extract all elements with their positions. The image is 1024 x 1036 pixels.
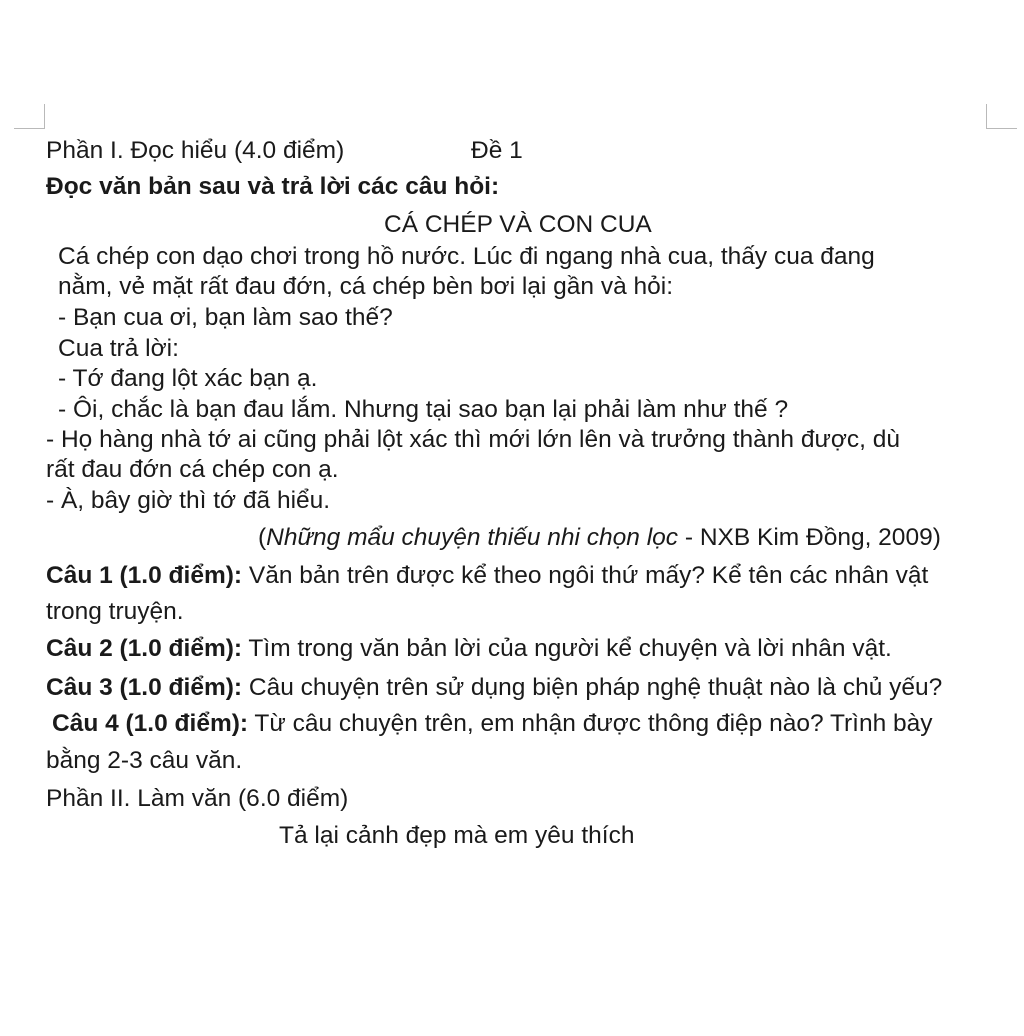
part1-heading: Phần I. Đọc hiểu (4.0 điểm) [46,137,345,164]
story-title: CÁ CHÉP VÀ CON CUA [384,211,652,238]
question-1-continuation: trong truyện. [46,598,184,625]
source-publisher: - NXB Kim Đồng, 2009) [678,524,941,551]
part2-heading: Phần II. Làm văn (6.0 điểm) [46,785,349,812]
question-label: Câu 2 (1.0 điểm): [46,635,243,662]
story-line: Cua trả lời: [58,335,179,362]
source-open: ( [258,524,267,551]
page-corner-mark-left [14,104,45,129]
question-label: Câu 4 (1.0 điểm): [52,710,249,737]
question-2 [46,634,892,664]
question-label: Câu 3 (1.0 điểm): [46,674,243,701]
question-text: Câu chuyện trên sử dụng biện pháp nghệ thuật nào là chủ yếu? [242,674,943,701]
instruction: Đọc văn bản sau và trả lời các câu hỏi: [46,173,500,200]
source-title: Những mẩu chuyện thiếu nhi chọn lọc [266,524,679,551]
essay-prompt: Tả lại cảnh đẹp mà em yêu thích [279,822,635,849]
question-text: Văn bản trên được kể theo ngôi thứ mấy? Kể tên các nhân vật [242,562,929,589]
question-4 [52,709,933,739]
story-line: nằm, vẻ mặt rất đau đớn, cá chép bèn bơi lại gần và hỏi: [58,273,674,300]
page-corner-mark-right [986,104,1017,129]
question-1 [46,561,928,591]
question-4-continuation: bằng 2-3 câu văn. [46,747,243,774]
question-label: Câu 1 (1.0 điểm): [46,562,243,589]
question-text: Tìm trong văn bản lời của người kể chuyện và lời nhân vật. [242,635,892,662]
part1-heading-line [46,136,344,166]
question-3 [46,673,942,703]
story-line: - Bạn cua ơi, bạn làm sao thế? [58,304,393,331]
question-text: Từ câu chuyện trên, em nhận được thông điệp nào? Trình bày [248,710,933,737]
story-line: rất đau đớn cá chép con ạ. [46,456,339,483]
story-line: - Tớ đang lột xác bạn ạ. [58,365,318,392]
story-line: - Ôi, chắc là bạn đau lắm. Nhưng tại sao bạn lại phải làm như thế ? [58,396,789,423]
story-line: - Họ hàng nhà tớ ai cũng phải lột xác thì mới lớn lên và trưởng thành được, dù [46,426,901,453]
exam-label: Đề 1 [471,137,523,164]
source-citation [258,523,941,553]
story-line: - À, bây giờ thì tớ đã hiểu. [46,487,331,514]
story-line: Cá chép con dạo chơi trong hồ nước. Lúc đi ngang nhà cua, thấy cua đang [58,243,875,270]
